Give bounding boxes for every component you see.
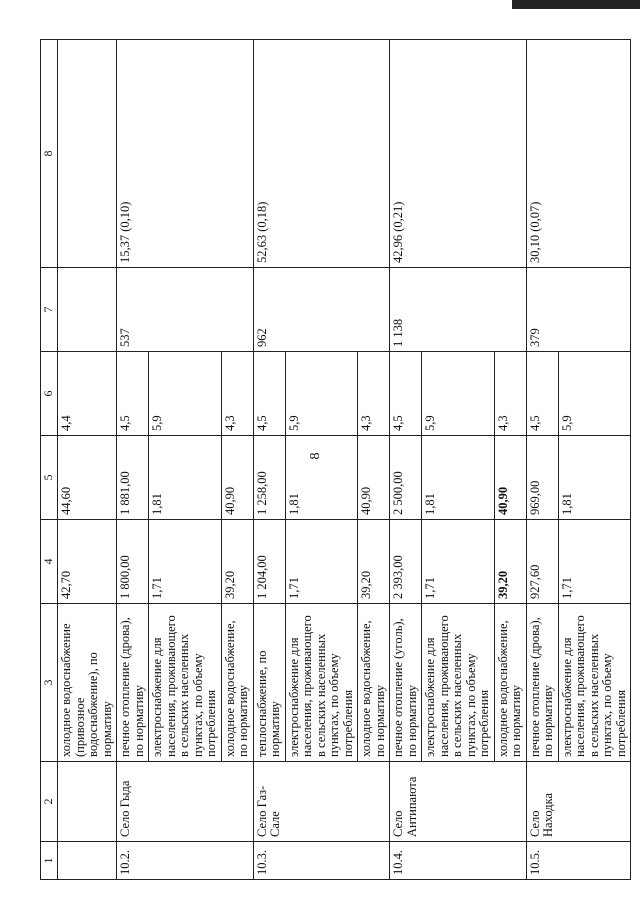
- service-cell: холодное водоснабжение, по нормативу: [358, 604, 390, 762]
- value-cell: 1,71: [422, 520, 495, 604]
- value-cell: 1,81: [558, 436, 631, 520]
- value-cell: 1 800,00: [117, 520, 149, 604]
- value-cell: 39,20: [358, 520, 390, 604]
- value-cell: 44,60: [58, 436, 117, 520]
- value-cell: 379: [526, 268, 631, 352]
- value-cell: 4,3: [221, 352, 253, 436]
- row-id: 10.2.: [117, 842, 254, 880]
- service-cell: электроснабжение для населения, проживающего в сельских населенных пунктах, по объему потребления: [558, 604, 631, 762]
- value-cell: 5,9: [558, 352, 631, 436]
- empty-cell: [58, 842, 117, 880]
- column-header: 3: [41, 604, 58, 762]
- empty-cell: [58, 268, 117, 352]
- value-cell: 4,5: [117, 352, 149, 436]
- table-row: [526, 40, 558, 880]
- value-cell: 5,9: [422, 352, 495, 436]
- value-cell: 1,71: [149, 520, 222, 604]
- table-row: [117, 40, 149, 880]
- tariff-table: [40, 39, 631, 880]
- service-cell: электроснабжение для населения, проживающего в сельских населенных пунктах, по объему потребления: [149, 604, 222, 762]
- value-cell: 4,3: [494, 352, 526, 436]
- service-cell: холодное водоснабжение, по нормативу: [494, 604, 526, 762]
- service-cell: холодное водоснабжение (привозное водоснабжение), по нормативу: [58, 604, 117, 762]
- value-cell: 4,5: [253, 352, 285, 436]
- row-id: 10.4.: [390, 842, 527, 880]
- table-row: [390, 40, 422, 880]
- value-cell: 2 393,00: [390, 520, 422, 604]
- page-number: 8: [308, 452, 323, 460]
- value-cell: 4,5: [526, 352, 558, 436]
- row-id: 10.5.: [526, 842, 631, 880]
- value-cell: 5,9: [149, 352, 222, 436]
- column-header: 1: [41, 842, 58, 880]
- value-cell: 927,60: [526, 520, 558, 604]
- value-cell: 4,4: [58, 352, 117, 436]
- value-cell: 1,81: [149, 436, 222, 520]
- value-cell: 40,90: [358, 436, 390, 520]
- value-cell: 1,71: [285, 520, 358, 604]
- value-cell: 537: [117, 268, 254, 352]
- empty-cell: [58, 762, 117, 842]
- value-cell: 15,37 (0,10): [117, 40, 254, 268]
- service-cell: электроснабжение для населения, проживающего в сельских населенных пунктах, по объему потребления: [422, 604, 495, 762]
- value-cell: 1 204,00: [253, 520, 285, 604]
- column-header: 4: [41, 520, 58, 604]
- service-cell: печное отопление (дрова), по нормативу: [117, 604, 149, 762]
- value-cell: 40,90: [221, 436, 253, 520]
- rotated-page: [40, 40, 640, 880]
- settlement-name: Село Гыда: [117, 762, 254, 842]
- value-cell: 1 258,00: [253, 436, 285, 520]
- value-cell: 1,71: [558, 520, 631, 604]
- value-cell: 40,90: [494, 436, 526, 520]
- value-cell: 52,63 (0,18): [253, 40, 390, 268]
- value-cell: 4,3: [358, 352, 390, 436]
- value-cell: 5,9: [285, 352, 358, 436]
- column-header: 6: [41, 352, 58, 436]
- service-cell: печное отопление (уголь), по нормативу: [390, 604, 422, 762]
- value-cell: 39,20: [221, 520, 253, 604]
- settlement-name: Село Находка: [526, 762, 631, 842]
- value-cell: 1 881,00: [117, 436, 149, 520]
- column-header: 7: [41, 268, 58, 352]
- column-header: 2: [41, 762, 58, 842]
- value-cell: 1 138: [390, 268, 527, 352]
- value-cell: 30,10 (0,07): [526, 40, 631, 268]
- value-cell: 969,00: [526, 436, 558, 520]
- value-cell: 1,81: [422, 436, 495, 520]
- service-cell: электроснабжение для населения, проживающего в сельских населенных пунктах, по объему потребления: [285, 604, 358, 762]
- column-number-row: [41, 40, 58, 880]
- column-header: 8: [41, 40, 58, 268]
- empty-cell: [58, 40, 117, 268]
- value-cell: 2 500,00: [390, 436, 422, 520]
- table-row: [253, 40, 285, 880]
- value-cell: 42,70: [58, 520, 117, 604]
- settlement-name: Село Газ-Сале: [253, 762, 390, 842]
- value-cell: 4,5: [390, 352, 422, 436]
- value-cell: 39,20: [494, 520, 526, 604]
- column-header: 5: [41, 436, 58, 520]
- corner-mark: [512, 0, 640, 9]
- service-cell: печное отопление (дрова), по нормативу: [526, 604, 558, 762]
- row-id: 10.3.: [253, 842, 390, 880]
- service-cell: холодное водоснабжение, по нормативу: [221, 604, 253, 762]
- value-cell: 42,96 (0,21): [390, 40, 527, 268]
- value-cell: 962: [253, 268, 390, 352]
- table-row: [58, 40, 117, 880]
- value-cell: 1,81: [285, 436, 358, 520]
- settlement-name: Село Антипаюта: [390, 762, 527, 842]
- service-cell: теплоснабжение, по нормативу: [253, 604, 285, 762]
